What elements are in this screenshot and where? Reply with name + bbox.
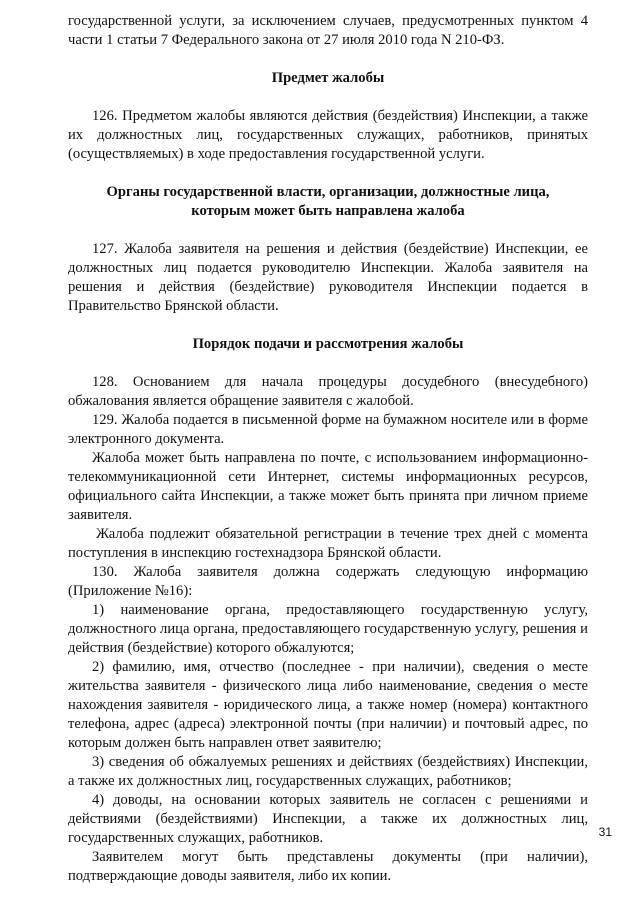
list-item-4: 4) доводы, на основании которых заявитель не согласен с решениями и действиями (бездействиями) Инспекции, а также их должностных лиц, государственных служащих, работников. (68, 792, 588, 846)
list-item-1: 1) наименование органа, предоставляющего государственную услугу, должностного лица органа, предоставляющего государственную услугу, решения и действия (бездействие) которого обжалуются; (68, 602, 588, 656)
section-heading-authorities: Органы государственной власти, организации, должностные лица, которым может быть направлена жалоба (106, 184, 550, 219)
paragraph-126: 126. Предметом жалобы являются действия (бездействия) Инспекции, а также их должностных лиц, государственных служащих, работников, принятых (осуществляемых) в ходе предоставления государственной услуги. (68, 108, 588, 162)
paragraph-127: 127. Жалоба заявителя на решения и действия (бездействие) Инспекции, ее должностных лиц подается руководителю Инспекции. Жалоба заявителя на решения и действия (бездействие) руководителя Инспекции подается в Правительство Брянской области. (68, 241, 588, 314)
section-heading-subject: Предмет жалобы (271, 70, 385, 86)
paragraph-129-registration: Жалоба подлежит обязательной регистрации в течение трех дней с момента поступления в инспекцию гостехнадзора Брянской области. (68, 526, 588, 561)
section-heading-procedure: Порядок подачи и рассмотрения жалобы (192, 336, 464, 352)
list-item-2: 2) фамилию, имя, отчество (последнее - при наличии), сведения о месте жительства заявителя - физического лица либо наименование, сведения о месте нахождения заявителя - юридического лица, а также номер (номера) контактного телефона, адрес (адреса) электронной почты (при наличии) и почтовый адрес, по которым должен быть направлен ответ заявителю; (68, 659, 588, 751)
paragraph-129-delivery: Жалоба может быть направлена по почте, с использованием информационно-телекоммуникационной сети Интернет, системы информационных ресурсов, официального сайта Инспекции, а также может быть принята при личном приеме заявителя. (68, 450, 588, 523)
paragraph-documents: Заявителем могут быть представлены документы (при наличии), подтверждающие доводы заявителя, либо их копии. (68, 849, 588, 884)
list-item-3: 3) сведения об обжалуемых решениях и действиях (бездействиях) Инспекции, а также их должностных лиц, государственных служащих, работников; (68, 754, 588, 789)
paragraph-129: 129. Жалоба подается в письменной форме на бумажном носителе или в форме электронного документа. (68, 412, 588, 447)
paragraph-128: 128. Основанием для начала процедуры досудебного (внесудебного) обжалования является обращение заявителя с жалобой. (68, 374, 588, 409)
document-body (68, 12, 588, 886)
paragraph-130: 130. Жалоба заявителя должна содержать следующую информацию (Приложение №16): (68, 564, 588, 599)
paragraph-continuation: государственной услуги, за исключением случаев, предусмотренных пунктом 4 части 1 статьи 7 Федерального закона от 27 июля 2010 года N 210-ФЗ. (68, 13, 588, 48)
page-number: 31 (598, 825, 612, 839)
